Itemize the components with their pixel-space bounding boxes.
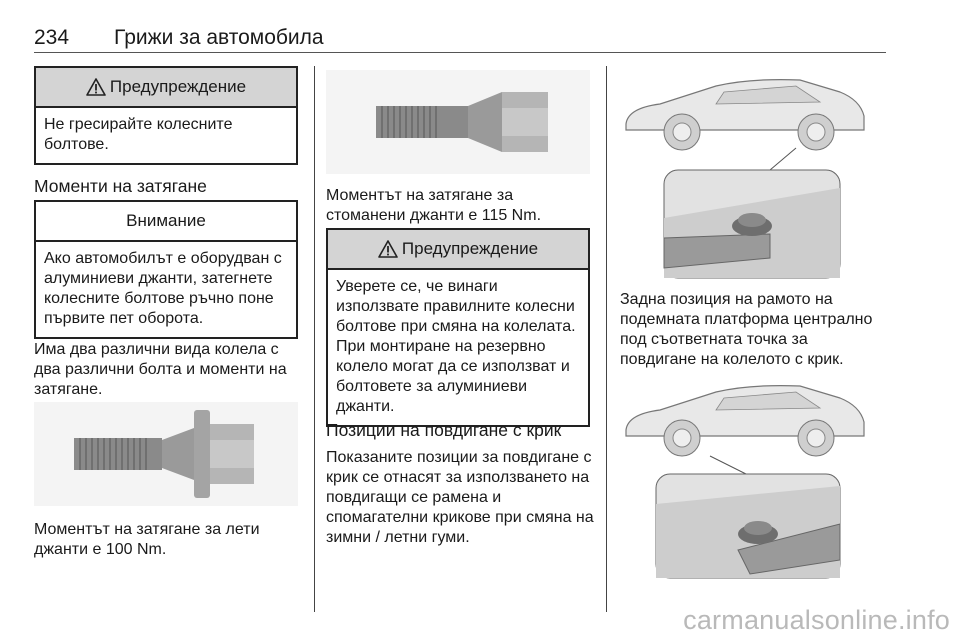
notice-box bbox=[34, 200, 298, 339]
warning-header bbox=[36, 68, 296, 108]
caption-steel-torque: Моментът на затягане за стоманени джанти е 115 Nm. bbox=[326, 187, 542, 224]
bolt-illustration-alloy bbox=[34, 402, 298, 506]
car-lift-illustration-bottom bbox=[620, 374, 884, 582]
section-heading-torque: Моменти на затягане bbox=[34, 176, 207, 196]
section-heading-jacking: Позиции на повдигане с крик bbox=[326, 420, 562, 440]
warning-header bbox=[328, 230, 588, 270]
caption-rear-lift-position: Задна позиция на рамото на подемната платформа централно под съответната точка за повдигане на колелото с крик. bbox=[620, 291, 873, 368]
car-lift-illustration-top bbox=[620, 68, 884, 280]
notice-text: Ако автомобилът е оборудван с алуминиеви джанти, затегнете колесните болтове ръчно поне първите пет оборота. bbox=[44, 250, 282, 327]
intro-paragraph: Има два различни вида колела с два различни болта и моменти на затягане. bbox=[34, 341, 287, 398]
warning-title: Предупреждение bbox=[401, 239, 539, 258]
warning-box bbox=[34, 66, 298, 165]
page-number: 234 bbox=[34, 26, 70, 49]
watermark: carmanualsonline.info bbox=[683, 605, 950, 635]
warning-title: Предупреждение bbox=[109, 77, 247, 96]
caption-alloy-torque: Моментът на затягане за лети джанти е 100 Nm. bbox=[34, 521, 260, 558]
page-title: Грижи за автомобила bbox=[114, 26, 324, 49]
warning-triangle-icon bbox=[378, 240, 398, 258]
column-divider bbox=[606, 66, 607, 612]
warning-box bbox=[326, 228, 590, 427]
page-header bbox=[34, 22, 886, 53]
warning-text: Уверете се, че винаги използвате правилните колесни болтове при смяна на колелата. При монтиране на резервно колело могат да се използват и болтовете за алуминиеви джанти. bbox=[336, 278, 576, 415]
jacking-paragraph: Показаните позиции за повдигане с крик се отнасят за използването на повдигащи се рамена и спомагателни крикове при смяна на зимни / летни гуми. bbox=[326, 449, 594, 546]
notice-title: Внимание bbox=[126, 211, 206, 230]
notice-header bbox=[36, 202, 296, 242]
column-divider bbox=[314, 66, 315, 612]
bolt-illustration-steel bbox=[326, 70, 590, 174]
warning-text: Не гресирайте колесните болтове. bbox=[44, 116, 233, 153]
warning-triangle-icon bbox=[86, 78, 106, 96]
